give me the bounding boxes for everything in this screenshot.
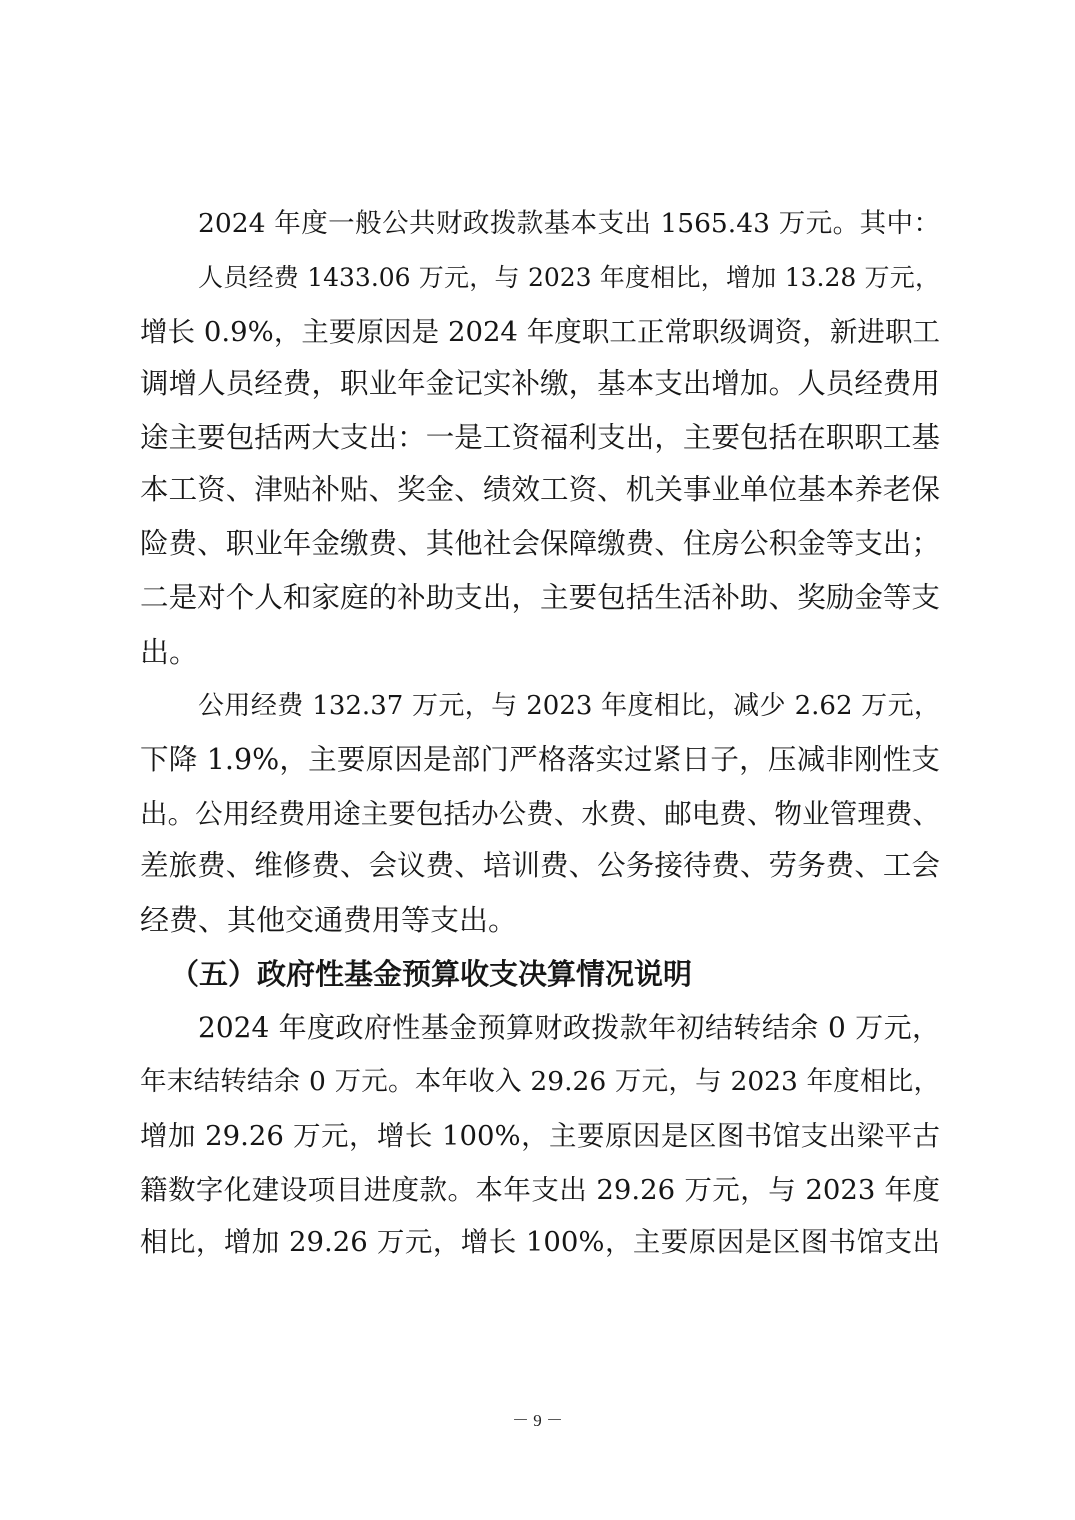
paragraph-line: 出。	[140, 635, 199, 669]
paragraph-line: 本工资、津贴补贴、奖金、绩效工资、机关事业单位基本养老保	[140, 473, 940, 506]
section-heading: （五）政府性基金预算收支决算情况说明	[170, 957, 693, 991]
paragraph-line: 出。公用经费用途主要包括办公费、水费、邮电费、物业管理费、	[140, 798, 940, 830]
paragraph-line: 险费、职业年金缴费、其他社会保障缴费、住房公积金等支出；	[140, 527, 940, 560]
paragraph-line: 公用经费 132.37 万元，与 2023 年度相比，减少 2.62 万元，	[198, 691, 940, 721]
paragraph-line: 2024 年度政府性基金预算财政拨款年初结转结余 0 万元，	[198, 1011, 940, 1044]
paragraph-line: 途主要包括两大支出：一是工资福利支出，主要包括在职职工基	[140, 421, 940, 454]
paragraph-line: 二是对个人和家庭的补助支出，主要包括生活补助、奖励金等支	[140, 581, 940, 614]
paragraph-line: 调增人员经费，职业年金记实补缴，基本支出增加。人员经费用	[140, 367, 940, 400]
paragraph-line: 下降 1.9%，主要原因是部门严格落实过紧日子，压减非刚性支	[140, 743, 940, 776]
paragraph-line: 人员经费 1433.06 万元，与 2023 年度相比，增加 13.28 万元，	[198, 263, 940, 292]
paragraph-line: 增加 29.26 万元，增长 100%，主要原因是区图书馆支出梁平古	[140, 1120, 940, 1152]
page-number: － 9 －	[512, 1411, 563, 1430]
paragraph-line: 年末结转结余 0 万元。本年收入 29.26 万元，与 2023 年度相比，	[140, 1066, 940, 1097]
paragraph-line: 2024 年度一般公共财政拨款基本支出 1565.43 万元。其中：	[198, 208, 940, 239]
paragraph-line: 差旅费、维修费、会议费、培训费、公务接待费、劳务费、工会	[140, 849, 940, 882]
paragraph-line: 相比，增加 29.26 万元，增长 100%，主要原因是区图书馆支出	[140, 1226, 940, 1258]
paragraph-line: 经费、其他交通费用等支出。	[140, 903, 518, 937]
paragraph-line: 籍数字化建设项目进度款。本年支出 29.26 万元，与 2023 年度	[140, 1174, 940, 1206]
paragraph-line: 增长 0.9%，主要原因是 2024 年度职工正常职级调资，新进职工	[140, 316, 940, 348]
